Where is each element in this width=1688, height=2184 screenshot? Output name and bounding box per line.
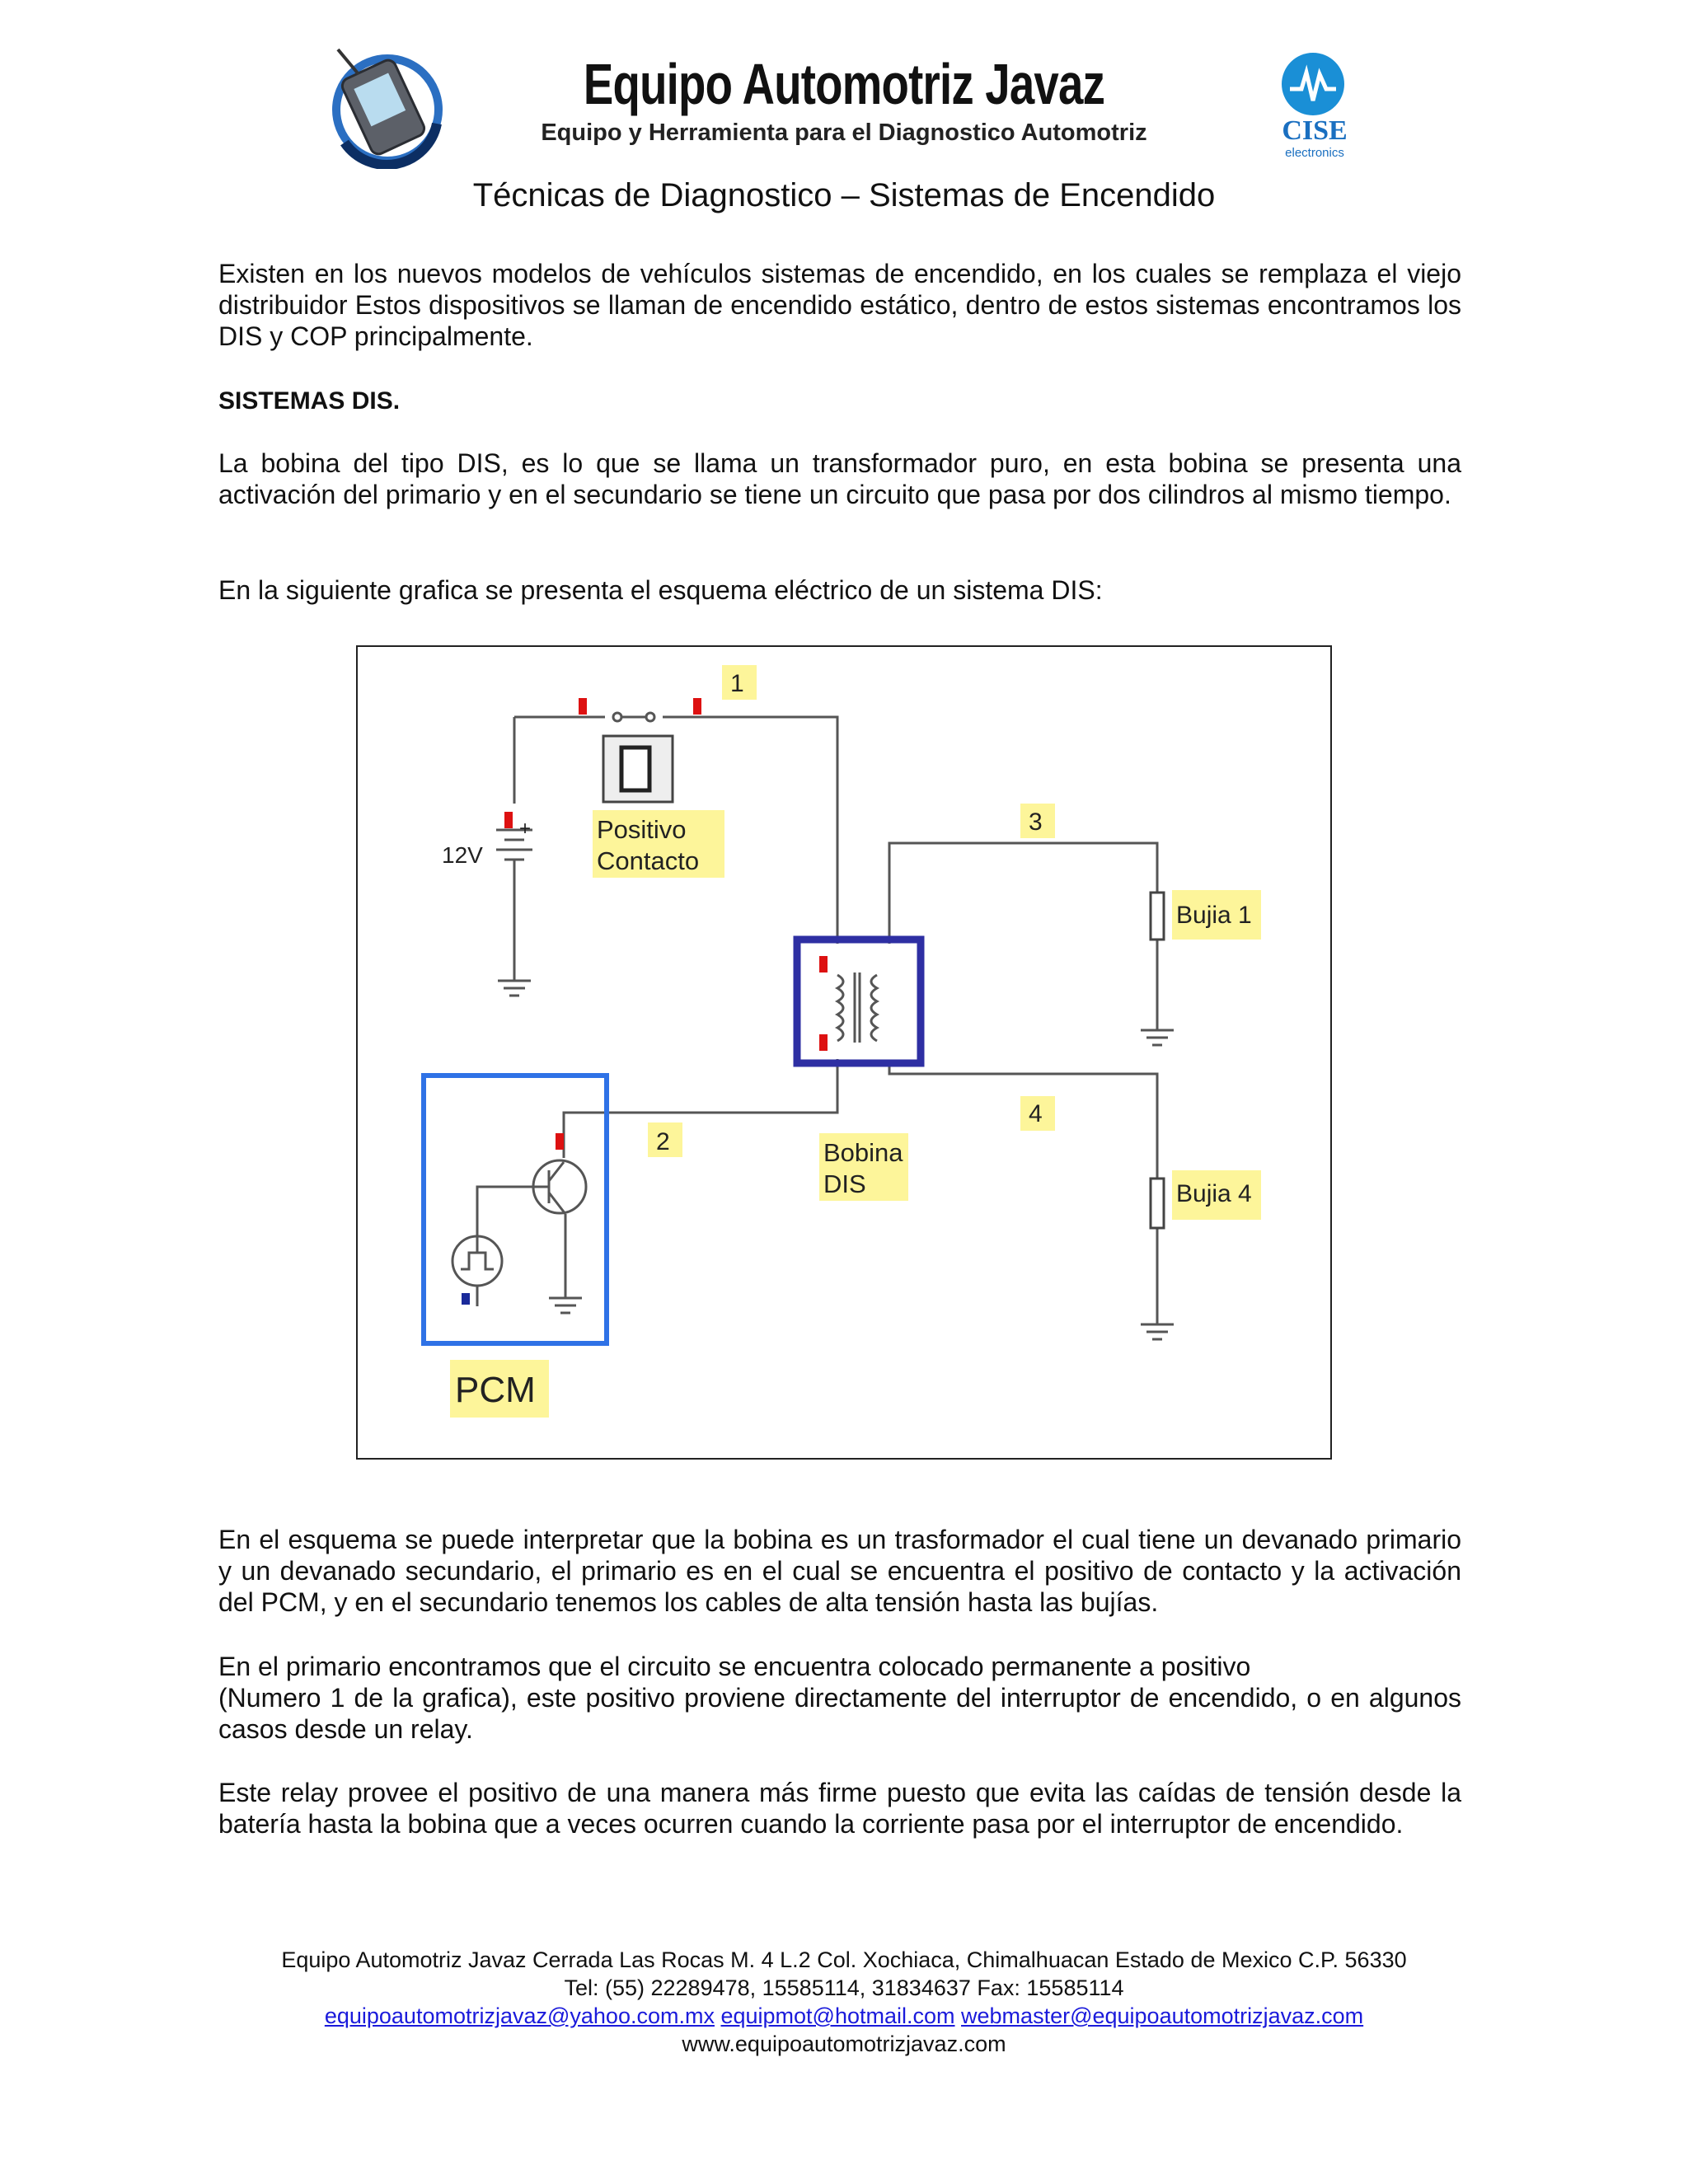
intro-paragraph: Existen en los nuevos modelos de vehículos sistemas de encendido, en los cuales se remplaza el viejo distribuidor Estos dispositivos se llaman de encendido estático, dentro de estos sistemas encontramos los DIS y COP principalmente. bbox=[218, 259, 1461, 351]
company-name: Equipo Automotriz Javaz bbox=[583, 52, 1105, 116]
partner-logo-subtext: electronics bbox=[1285, 146, 1344, 160]
pin-marker bbox=[504, 812, 513, 828]
switch-contact-left bbox=[613, 713, 621, 721]
transistor-leads bbox=[477, 1162, 565, 1298]
document-title: Técnicas de Diagnostico – Sistemas de Encendido bbox=[472, 177, 1216, 213]
pin-marker bbox=[579, 698, 587, 715]
bujia1-label: Bujia 1 bbox=[1176, 902, 1252, 929]
dis-coil-paragraph: La bobina del tipo DIS, es lo que se llama un transformador puro, en esta bobina se presenta una activación del primario y en el secundario se tiene un circuito que pasa por dos cilindros al mismo tiempo. bbox=[218, 448, 1461, 509]
label-3: 3 bbox=[1029, 808, 1043, 836]
pin-marker bbox=[819, 1034, 828, 1051]
pcm-box bbox=[424, 1076, 607, 1343]
battery-plus: + bbox=[519, 818, 532, 840]
footer-phones: Tel: (55) 22289478, 15585114, 31834637 Fax: 15585114 bbox=[564, 1975, 1124, 2000]
bujia4-label: Bujia 4 bbox=[1176, 1180, 1252, 1207]
label-2: 2 bbox=[656, 1128, 670, 1155]
ground-pcm bbox=[549, 1298, 582, 1313]
coil-explanation-paragraph: En el esquema se puede interpretar que la bobina es un trasformador el cual tiene un devanado primario y un devanado secundario, el primario es en el cual se encuentra el positivo de contacto y la activación del PCM, y en el secundario tenemos los cables de alta tensión hasta las bujías. bbox=[218, 1525, 1461, 1617]
ground-bujia1 bbox=[1141, 1030, 1174, 1045]
label-4: 4 bbox=[1029, 1100, 1043, 1127]
partner-logo bbox=[1265, 49, 1364, 165]
cise-logo-icon bbox=[1265, 49, 1364, 115]
email-link-webmaster[interactable]: webmaster@equipoautomotrizjavaz.com bbox=[961, 2004, 1364, 2028]
voltage-label: 12V bbox=[442, 842, 483, 868]
wire-3 bbox=[889, 843, 1157, 944]
ground-battery bbox=[498, 981, 531, 996]
pin-marker-blue bbox=[462, 1293, 470, 1305]
relay-paragraph: Este relay provee el positivo de una manera más firme puesto que evita las caídas de tensión desde la batería hasta la bobina que a veces ocurren cuando la corriente pasa por el interruptor de encendido. bbox=[218, 1778, 1461, 1839]
primary-line1: En el primario encontramos que el circuito se encuentra colocado permanente a positivo bbox=[218, 1652, 1251, 1681]
email-link-yahoo[interactable]: equipoautomotrizjavaz@yahoo.com.mx bbox=[324, 2004, 715, 2028]
coil-primary-winding bbox=[837, 975, 843, 1041]
pulse-symbol bbox=[461, 1253, 494, 1269]
coil-label-line1: Bobina bbox=[823, 1138, 903, 1167]
footer-website: www.equipoautomotrizjavaz.com bbox=[682, 2032, 1006, 2056]
switch-label-line2: Contacto bbox=[597, 846, 700, 875]
section-heading: SISTEMAS DIS. bbox=[218, 387, 401, 415]
bujia1-resistor bbox=[1151, 893, 1164, 940]
pcm-label: PCM bbox=[455, 1370, 536, 1410]
switch-contact-right bbox=[646, 713, 654, 721]
diagram-intro-paragraph: En la siguiente grafica se presenta el esquema eléctrico de un sistema DIS: bbox=[218, 575, 1103, 605]
pin-marker bbox=[819, 956, 828, 972]
dis-circuit-diagram bbox=[356, 645, 1332, 1460]
footer-emails bbox=[0, 2004, 1688, 2029]
coil-label-line2: DIS bbox=[823, 1169, 866, 1198]
pin-marker bbox=[556, 1133, 564, 1150]
company-tagline: Equipo y Herramienta para el Diagnostico Automotriz bbox=[541, 120, 1147, 146]
primary-paragraph: (Numero 1 de la grafica), este positivo proviene directamente del interruptor de encendido, o en algunos casos desde un relay. bbox=[218, 1683, 1461, 1744]
ground-bujia4 bbox=[1141, 1324, 1174, 1339]
coil-secondary-winding bbox=[871, 975, 877, 1041]
switch-icon-rocker bbox=[621, 748, 649, 790]
label-1: 1 bbox=[730, 670, 744, 697]
email-link-hotmail[interactable]: equipmot@hotmail.com bbox=[720, 2004, 955, 2028]
partner-logo-text: CISE bbox=[1282, 115, 1348, 146]
switch-label-line1: Positivo bbox=[597, 815, 687, 844]
pin-marker bbox=[693, 698, 701, 715]
bujia4-resistor bbox=[1151, 1179, 1164, 1228]
footer-address: Equipo Automotriz Javaz Cerrada Las Rocas M. 4 L.2 Col. Xochiaca, Chimalhuacan Estado de Mexico C.P. 56330 bbox=[281, 1947, 1407, 1972]
